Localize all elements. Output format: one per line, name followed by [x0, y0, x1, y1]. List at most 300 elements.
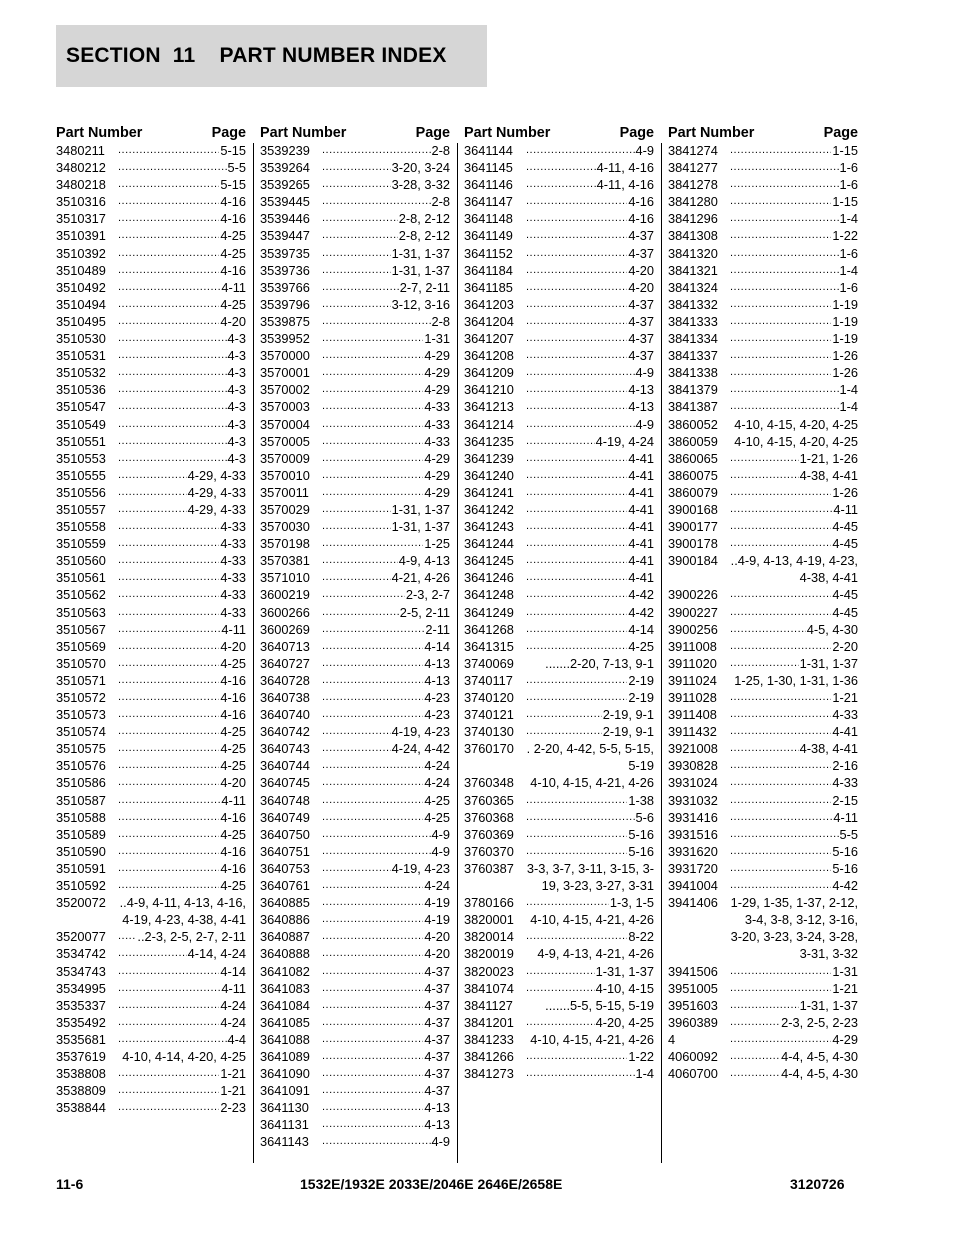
leader-dots	[730, 604, 831, 621]
part-number: 3539952	[260, 331, 310, 347]
page-reference: 4-16	[220, 690, 246, 705]
part-number: 3860079	[668, 484, 718, 500]
index-row	[56, 604, 246, 621]
index-row	[668, 655, 858, 672]
page-reference: 4-33	[220, 570, 246, 586]
part-number: 3510570	[56, 655, 106, 671]
page-reference: 4-19, 4-23	[391, 860, 450, 876]
page-reference: 4-14	[220, 963, 246, 979]
page-reference: 1-19	[832, 331, 858, 347]
part-number: 3539265	[260, 177, 310, 193]
index-row	[668, 552, 858, 586]
index-row	[464, 792, 654, 809]
page-reference: 1-29, 1-35, 1-37, 2-12, 3-4, 3-8, 3-12, 3-16, 3-20, 3-23, 3-24, 3-28, 3-31, 3-32	[730, 895, 858, 962]
part-number: 3931032	[668, 792, 718, 808]
leader-dots	[118, 980, 220, 997]
leader-dots	[118, 963, 219, 980]
part-number: 3641090	[260, 1066, 310, 1082]
part-number: 3480218	[56, 177, 106, 193]
leader-dots	[118, 569, 219, 586]
leader-dots	[526, 809, 635, 826]
page-reference: 4-20	[628, 279, 654, 295]
page-reference: 4-11	[221, 279, 246, 295]
page-reference: 4-41	[628, 467, 654, 483]
index-row	[464, 911, 654, 928]
leader-dots	[322, 1048, 423, 1065]
page-reference: 4-41	[628, 536, 654, 552]
header-page: Page	[823, 124, 858, 141]
part-number: 3641149	[464, 228, 513, 244]
column-divider	[253, 143, 254, 1163]
page-reference: 4-29	[424, 484, 450, 500]
leader-dots	[322, 416, 423, 433]
part-number: 3539446	[260, 211, 310, 227]
page-reference: 1-4	[839, 382, 858, 398]
leader-dots	[526, 586, 627, 603]
part-number: 3641315	[464, 638, 514, 654]
index-row	[464, 176, 654, 193]
index-row	[668, 1031, 858, 1048]
part-number: 3510489	[56, 262, 106, 278]
leader-dots	[526, 210, 627, 227]
index-row	[464, 398, 654, 415]
index-row	[464, 330, 654, 347]
page-reference: 4-37	[628, 228, 654, 244]
part-number: 3931720	[668, 860, 718, 876]
index-row	[464, 210, 654, 227]
page-reference: 1-26	[832, 484, 858, 500]
leader-dots	[730, 638, 831, 655]
leader-dots	[730, 1065, 780, 1082]
part-number: 3841201	[464, 1014, 514, 1030]
part-number: 3510567	[56, 621, 106, 637]
part-number: 3640740	[260, 707, 310, 723]
part-number: 3951603	[668, 997, 718, 1013]
leader-dots	[322, 809, 423, 826]
index-row	[56, 347, 246, 364]
page-reference: 4-16	[220, 707, 246, 723]
part-number: 3900168	[668, 501, 718, 517]
part-number: 3640887	[260, 929, 310, 945]
index-row	[668, 433, 858, 450]
part-number: 3760365	[464, 792, 514, 808]
page-reference: 1-22	[628, 1048, 654, 1064]
part-number: 3860059	[668, 433, 718, 449]
leader-dots	[730, 1031, 831, 1048]
leader-dots	[322, 638, 423, 655]
page-reference: 4-3	[227, 365, 246, 381]
index-row	[56, 364, 246, 381]
index-row	[668, 142, 858, 159]
index-row	[668, 757, 858, 774]
index-row	[56, 1099, 246, 1116]
part-number: 3510531	[56, 348, 106, 364]
index-row	[260, 364, 450, 381]
index-row	[464, 945, 654, 962]
page-reference: 2-19, 9-1	[602, 707, 654, 723]
index-row	[668, 1048, 858, 1065]
page-reference: 1-31, 1-37	[799, 997, 858, 1013]
index-row	[260, 227, 450, 244]
index-row	[56, 159, 246, 176]
part-number: 3820001	[464, 912, 514, 928]
index-row	[260, 142, 450, 159]
leader-dots	[526, 518, 627, 535]
leader-dots	[526, 894, 609, 911]
leader-dots	[322, 227, 398, 244]
leader-dots	[526, 142, 635, 159]
index-row	[56, 227, 246, 244]
column-header	[260, 118, 450, 142]
index-row	[668, 809, 858, 826]
part-number: 3641146	[464, 177, 513, 193]
page-reference: 1-31, 1-37	[391, 262, 450, 278]
leader-dots	[730, 262, 839, 279]
index-row	[260, 330, 450, 347]
leader-dots	[730, 398, 839, 415]
page-reference: 5-16	[832, 843, 858, 859]
index-row	[56, 980, 246, 997]
index-row	[668, 638, 858, 655]
index-row	[260, 826, 450, 843]
part-number: 3641203	[464, 296, 514, 312]
page-reference: 4-20	[220, 775, 246, 791]
index-row	[260, 706, 450, 723]
index-row	[56, 296, 246, 313]
index-row	[464, 689, 654, 706]
index-row	[464, 535, 654, 552]
part-number: 3510558	[56, 519, 106, 535]
page-reference: 4-21, 4-26	[391, 570, 450, 586]
part-number: 3510532	[56, 365, 106, 381]
page-reference: 4-20	[220, 638, 246, 654]
part-number: 3640738	[260, 690, 310, 705]
index-row	[56, 552, 246, 569]
part-number: 3930828	[668, 758, 718, 774]
leader-dots	[118, 945, 187, 962]
leader-dots	[322, 193, 431, 210]
index-row	[260, 723, 450, 740]
part-number: 3510574	[56, 724, 106, 740]
leader-dots	[526, 193, 627, 210]
page-reference: 4-29, 4-33	[187, 467, 246, 483]
part-number: 3539875	[260, 313, 310, 329]
leader-dots	[730, 1014, 780, 1031]
index-row	[464, 826, 654, 843]
leader-dots	[322, 210, 398, 227]
page-reference: 4-29	[832, 1031, 858, 1047]
page-reference: 4-11	[221, 621, 246, 637]
page-reference: 1-31, 1-37	[391, 519, 450, 535]
part-number: 3911408	[668, 707, 717, 723]
page-reference: 4-10, 4-15, 4-20, 4-25	[734, 433, 858, 449]
index-row	[464, 843, 654, 860]
index-row	[464, 1065, 654, 1082]
leader-dots	[118, 1014, 219, 1031]
part-number: 3539264	[260, 160, 310, 176]
page-reference: 4-20, 4-25	[595, 1014, 654, 1030]
page-reference: 8-22	[628, 929, 654, 945]
leader-dots	[730, 176, 839, 193]
page-reference: 4-16	[220, 211, 246, 227]
part-number: 3641152	[464, 245, 513, 261]
leader-dots	[730, 706, 831, 723]
leader-dots	[322, 1031, 423, 1048]
part-number: 3510589	[56, 826, 106, 842]
index-row	[260, 757, 450, 774]
part-number: 3860075	[668, 467, 718, 483]
part-number: 3480212	[56, 160, 106, 176]
leader-dots	[118, 210, 219, 227]
page-reference: 4-45	[832, 604, 858, 620]
part-number: 3570002	[260, 382, 310, 398]
leader-dots	[322, 296, 391, 313]
page-reference: 4-20	[424, 946, 450, 962]
index-row	[668, 689, 858, 706]
index-row	[260, 245, 450, 262]
page-reference: 1-4	[839, 211, 858, 227]
part-number: 3520072	[56, 895, 106, 911]
page-reference: 4-4, 4-5, 4-30	[781, 1048, 858, 1064]
leader-dots	[322, 792, 423, 809]
index-row	[464, 364, 654, 381]
index-row	[260, 638, 450, 655]
page-reference: 4-33	[220, 604, 246, 620]
part-number: 3641089	[260, 1048, 310, 1064]
index-row	[464, 501, 654, 518]
index-row	[668, 535, 858, 552]
index-row	[464, 604, 654, 621]
index-row	[56, 757, 246, 774]
footer-doc-number: 3120726	[790, 1176, 845, 1192]
leader-dots	[730, 535, 831, 552]
index-row	[56, 723, 246, 740]
part-number: 3841321	[668, 262, 718, 278]
page-reference: 2-3, 2-7	[405, 587, 450, 603]
part-number: 3900184	[668, 553, 718, 569]
part-number: 3841308	[668, 228, 718, 244]
leader-dots	[526, 1048, 627, 1065]
index-row	[464, 227, 654, 244]
page-reference: 4-3	[227, 433, 246, 449]
part-number: 3641144	[464, 143, 513, 158]
index-column-4	[668, 118, 858, 1082]
leader-dots	[322, 398, 423, 415]
page-reference: 4-9	[635, 416, 654, 432]
index-row	[260, 262, 450, 279]
index-row	[668, 980, 858, 997]
leader-dots	[118, 877, 219, 894]
index-row	[260, 1014, 450, 1031]
part-number: 3510561	[56, 570, 106, 586]
part-number: 3641185	[464, 279, 513, 295]
page-reference: 1-3, 1-5	[609, 895, 654, 911]
leader-dots	[322, 586, 405, 603]
page-reference: 4-19	[424, 895, 450, 911]
page-reference: ..4-9, 4-11, 4-13, 4-16, 4-19, 4-23, 4-38, 4-41	[119, 895, 246, 928]
leader-dots	[322, 723, 391, 740]
page-reference: 4-24	[424, 878, 450, 894]
part-number: 3641244	[464, 536, 514, 552]
page-reference: 5-5	[839, 826, 858, 842]
page-reference: 4-3	[227, 450, 246, 466]
part-number: 3820014	[464, 929, 514, 945]
index-row	[668, 586, 858, 603]
page-reference: 5-15	[220, 177, 246, 193]
index-row	[260, 740, 450, 757]
index-row	[668, 330, 858, 347]
part-number: 3641214	[464, 416, 514, 432]
index-row	[56, 774, 246, 791]
leader-dots	[526, 843, 627, 860]
leader-dots	[322, 433, 423, 450]
page-reference: 4-29, 4-33	[187, 501, 246, 517]
part-number: 3640885	[260, 895, 310, 911]
index-row	[260, 945, 450, 962]
page-reference: 4-33	[220, 536, 246, 552]
leader-dots	[526, 552, 627, 569]
leader-dots	[730, 621, 806, 638]
leader-dots	[118, 638, 219, 655]
leader-dots	[322, 176, 391, 193]
part-number: 3641082	[260, 963, 310, 979]
part-number: 3740120	[464, 690, 514, 705]
leader-dots	[118, 484, 187, 501]
index-row	[260, 1031, 450, 1048]
part-number: 3570029	[260, 501, 310, 517]
leader-dots	[526, 159, 596, 176]
index-row	[56, 535, 246, 552]
part-number: 3641083	[260, 980, 310, 996]
part-number: 3911432	[668, 724, 717, 740]
index-row	[260, 416, 450, 433]
page-reference: 4-19, 4-23	[391, 724, 450, 740]
page-reference: 2-19, 9-1	[602, 724, 654, 740]
part-number: 4	[668, 1031, 676, 1047]
index-row	[668, 398, 858, 415]
index-row	[668, 997, 858, 1014]
page-reference: 4-41	[628, 450, 654, 466]
leader-dots	[322, 604, 399, 621]
leader-dots	[322, 655, 423, 672]
part-number: 3740117	[464, 672, 513, 688]
index-row	[464, 723, 654, 740]
leader-dots	[730, 877, 831, 894]
page-reference: 4-37	[424, 1083, 450, 1099]
leader-dots	[730, 980, 831, 997]
page-reference: 4-42	[832, 878, 858, 894]
page-reference: 4-25	[220, 758, 246, 774]
part-number: 3820023	[464, 963, 514, 979]
leader-dots	[526, 313, 627, 330]
page-reference: 5-16	[628, 843, 654, 859]
index-row	[260, 672, 450, 689]
leader-dots	[118, 450, 227, 467]
leader-dots	[730, 467, 799, 484]
index-row	[668, 672, 858, 689]
index-row	[464, 433, 654, 450]
leader-dots	[322, 313, 431, 330]
part-number: 3510591	[56, 860, 106, 876]
index-row	[668, 604, 858, 621]
leader-dots	[118, 467, 187, 484]
leader-dots	[526, 569, 627, 586]
index-row	[260, 980, 450, 997]
leader-dots	[526, 1014, 595, 1031]
part-number: 3900256	[668, 621, 718, 637]
page-reference: 1-15	[832, 194, 858, 210]
part-number: 3841233	[464, 1031, 514, 1047]
leader-dots	[118, 535, 219, 552]
part-number: 3860065	[668, 450, 718, 466]
index-row	[464, 193, 654, 210]
part-number: 3539736	[260, 262, 310, 278]
index-row	[56, 262, 246, 279]
index-row	[260, 1048, 450, 1065]
index-row	[56, 638, 246, 655]
leader-dots	[118, 586, 219, 603]
page-reference: 4-25	[220, 228, 246, 244]
index-row	[56, 193, 246, 210]
leader-dots	[322, 262, 391, 279]
leader-dots	[730, 227, 831, 244]
part-number: 3538844	[56, 1100, 106, 1116]
page-reference: 4-33	[832, 775, 858, 791]
index-row	[668, 296, 858, 313]
page-reference: 3-12, 3-16	[391, 296, 450, 312]
index-row	[260, 210, 450, 227]
leader-dots	[730, 364, 831, 381]
leader-dots	[322, 1133, 431, 1150]
part-number: 3640888	[260, 946, 310, 962]
index-row	[56, 826, 246, 843]
index-row	[260, 176, 450, 193]
leader-dots	[730, 279, 839, 296]
part-number: 3641131	[260, 1117, 309, 1133]
page-reference: 4-38, 4-41	[799, 467, 858, 483]
part-number: 3641130	[260, 1100, 309, 1116]
part-number: 3535681	[56, 1031, 106, 1047]
leader-dots	[730, 518, 831, 535]
page-reference: 4-16	[220, 194, 246, 210]
index-row	[56, 416, 246, 433]
page-reference: 4-16	[628, 194, 654, 210]
page-reference: 4-11, 4-16	[596, 177, 654, 193]
page-reference: 4-11, 4-16	[596, 160, 654, 176]
index-row	[260, 928, 450, 945]
index-row	[56, 621, 246, 638]
index-row	[668, 860, 858, 877]
index-row	[668, 843, 858, 860]
page-reference: 1-15	[832, 143, 858, 158]
page-reference: 1-21	[832, 690, 858, 705]
leader-dots	[322, 484, 423, 501]
part-number: 3641268	[464, 621, 514, 637]
part-number: 3570011	[260, 484, 309, 500]
index-row	[56, 860, 246, 877]
index-row	[668, 193, 858, 210]
index-row	[260, 1116, 450, 1133]
index-row	[464, 740, 654, 774]
leader-dots	[526, 706, 602, 723]
part-number: 3534995	[56, 980, 106, 996]
leader-dots	[118, 433, 227, 450]
index-row	[464, 1014, 654, 1031]
leader-dots	[730, 193, 831, 210]
part-number: 3900226	[668, 587, 718, 603]
leader-dots	[526, 963, 595, 980]
index-row	[56, 1031, 246, 1048]
